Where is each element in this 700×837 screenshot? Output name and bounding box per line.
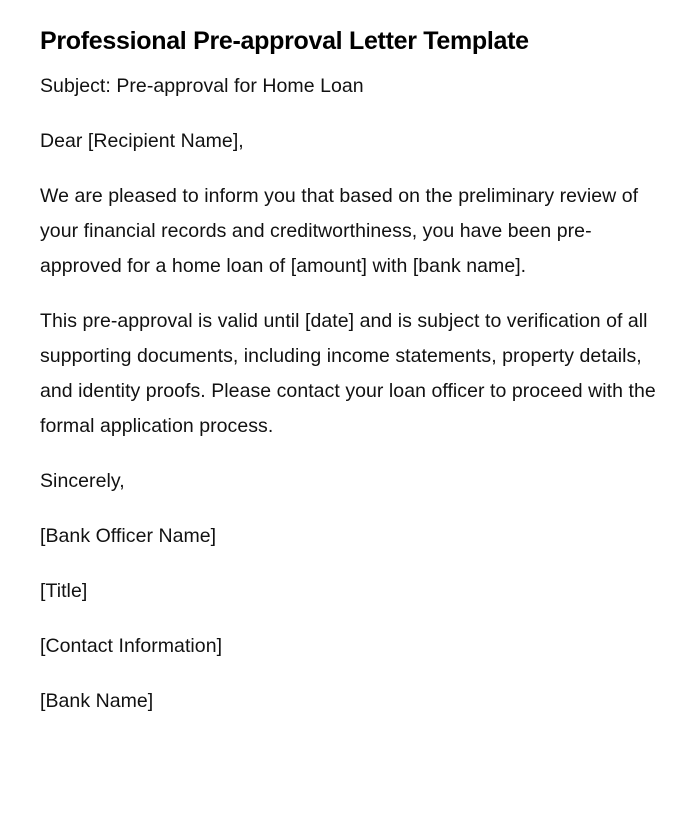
subject-line: Subject: Pre-approval for Home Loan <box>40 75 364 97</box>
closing: Sincerely, <box>40 470 125 492</box>
salutation: Dear [Recipient Name], <box>40 130 244 152</box>
body-paragraph-validity: This pre-approval is valid until [date] and is subject to verification of all supporting documents, including income statements, property details, and identity proofs. Please contact your loan officer to proceed with the formal application process. <box>40 310 656 437</box>
body-paragraph-approval: We are pleased to inform you that based on the preliminary review of your financial records and creditworthiness, you have been pre-approved for a home loan of [amount] with [bank name]. <box>40 185 639 277</box>
signature-officer-name: [Bank Officer Name] <box>40 525 217 547</box>
signature-contact: [Contact Information] <box>40 635 223 657</box>
document-title: Professional Pre-approval Letter Template <box>40 27 529 55</box>
signature-title: [Title] <box>40 580 88 602</box>
signature-bank-name: [Bank Name] <box>40 690 154 712</box>
